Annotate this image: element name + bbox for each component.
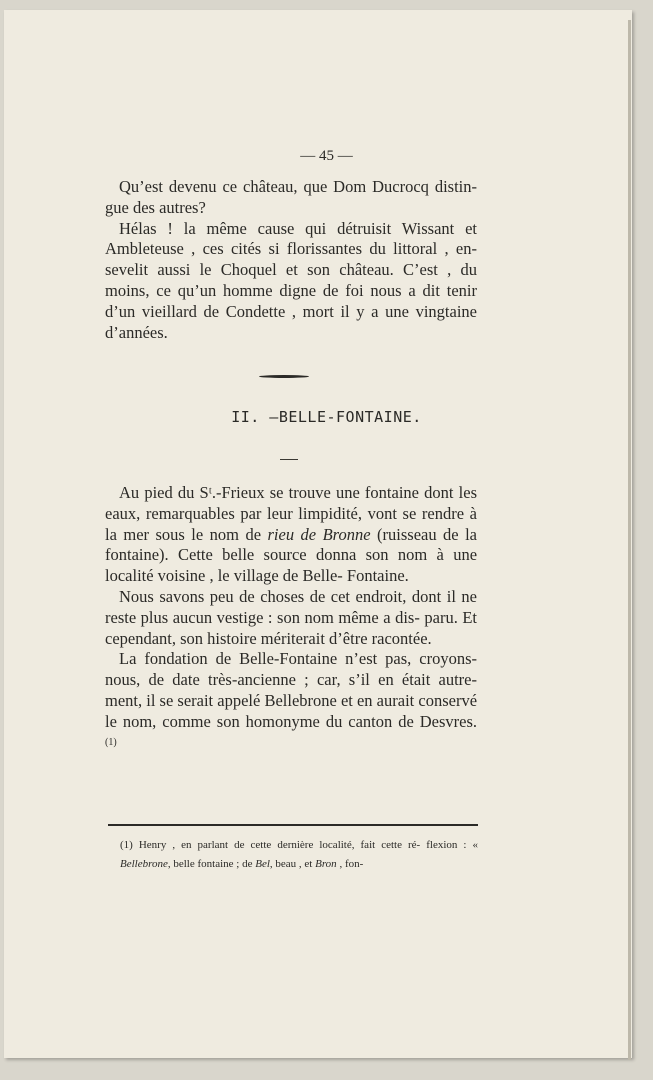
text-line: ment, il se serait appelé Bellebrone et en aurait	[105, 690, 415, 710]
page-edge	[628, 20, 631, 1060]
footnote-line: , beau , et	[269, 858, 316, 870]
intro-paragraph-2	[105, 219, 477, 344]
footnote-line: , fon-	[336, 858, 364, 870]
text-line: Fontaine.	[346, 566, 409, 586]
footnote-italic: Bron	[315, 858, 337, 870]
italic-term: rieu de Bronne	[267, 524, 371, 544]
text-line: son nom à une localité voisine , le village de Belle-	[105, 545, 478, 586]
text-line: de Desvres.	[398, 711, 477, 731]
text-line: Ambleteuse , ces cités si florissantes du littoral , en-	[105, 239, 477, 259]
text-line: tenir d’un vieillard de Condette , mort il y a une	[105, 280, 478, 321]
footnote-line: flexion : «	[426, 839, 479, 851]
text-line: racontée.	[371, 628, 432, 648]
footnote-reference: (1)	[105, 736, 117, 748]
section-text	[105, 483, 477, 757]
intro-paragraph-1	[105, 177, 477, 219]
text-line: sevelit aussi le Choquel et son château. C’est , du	[105, 260, 477, 280]
footnote-rule	[108, 824, 478, 826]
intro-text	[105, 177, 477, 343]
text-line: conservé le nom, comme son homonyme du canton	[105, 690, 478, 731]
footnote-line: , belle fontaine ; de	[167, 858, 256, 870]
text-line: La fondation de Belle-Fontaine n’est pas, croyons-	[119, 649, 477, 669]
text-line: vingtaine d’années.	[105, 301, 477, 342]
section-paragraph-2	[105, 587, 477, 649]
text-line: rendre à la mer sous le nom de	[105, 503, 477, 544]
section-paragraph-3	[105, 649, 477, 756]
heading-dash	[280, 459, 298, 460]
footnote-line: (1) Henry , en parlant de cette dernière localité, fait cette ré-	[120, 839, 421, 851]
text-line: paru. Et cependant, son histoire mériterait d’être	[105, 607, 478, 648]
text-line: Hélas ! la même cause qui détruisit Wissant et	[119, 218, 477, 238]
text-line: les eaux, remarquables par leur limpidité, vont se	[105, 483, 478, 523]
text-line: nous, de date très-ancienne ; car, s’il en était autre-	[105, 670, 477, 690]
ornamental-divider	[259, 375, 309, 378]
page-number: — 45 —	[300, 148, 353, 164]
text-line: (ruisseau de la fontaine). Cette belle source donna	[105, 524, 478, 565]
text-line: Au pied du Sᵗ.-Frieux se trouve une fontaine dont	[119, 483, 454, 502]
text-line: ne reste plus aucun vestige : son nom même a dis-	[105, 586, 477, 627]
section-heading: II. —BELLE-FONTAINE.	[231, 408, 422, 426]
text-line: gue des autres?	[105, 197, 206, 217]
footnote-italic: Bel	[255, 858, 270, 870]
text-line: Nous savons peu de choses de cet endroit, dont il	[119, 586, 456, 606]
text-line: Qu’est devenu ce château, que Dom Ducrocq distin-	[119, 177, 477, 196]
footnote	[120, 836, 478, 874]
text-line: moins, ce qu’un homme digne de foi nous a dit	[105, 280, 440, 300]
section-paragraph-1	[105, 483, 477, 587]
footnote-italic: Bellebrone	[120, 858, 168, 870]
